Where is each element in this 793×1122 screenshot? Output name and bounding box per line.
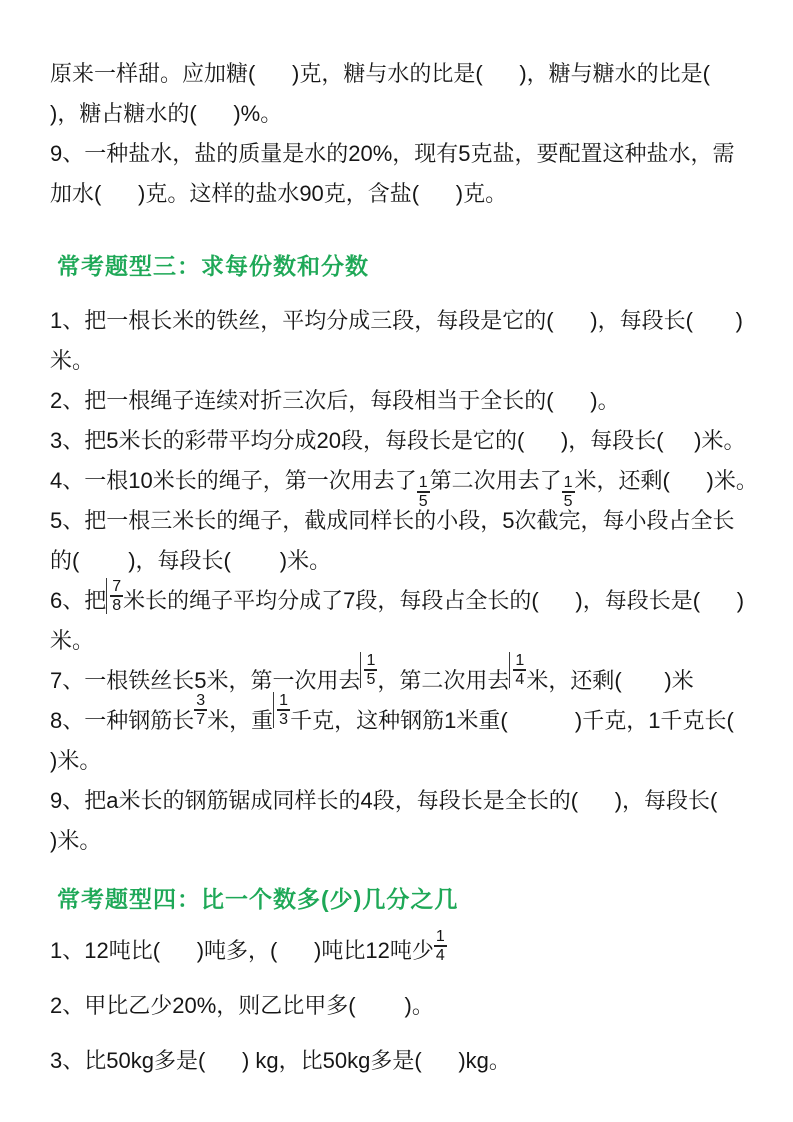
fraction xyxy=(417,474,430,510)
question-line xyxy=(50,421,775,461)
fraction-denominator: 5 xyxy=(563,493,573,511)
text-run: 9、把a米长的钢筋锯成同样长的4段，每段长是全长的( )，每段长( xyxy=(50,788,718,813)
fraction xyxy=(194,692,207,728)
fraction-denominator: 4 xyxy=(515,671,525,689)
question-line xyxy=(50,461,775,511)
text-run: 千克，这种钢筋1米重( )千克，1千克长( xyxy=(290,708,734,733)
fraction xyxy=(106,578,123,614)
section-header: 常考题型四：比一个数多(少)几分之几 xyxy=(57,886,459,912)
spacer xyxy=(50,286,775,301)
spacer xyxy=(50,214,775,246)
text-run: 6、把 xyxy=(50,588,107,613)
text-run: 原来一样甜。应加糖( )克，糖与水的比是( )，糖与糖水的比是( xyxy=(50,61,710,86)
fraction-denominator: 8 xyxy=(112,597,122,615)
section-header: 常考题型三：求每份数和分数 xyxy=(57,253,369,279)
text-run: 9、一种盐水，盐的质量是水的20%，现有5克盐，要配置这种盐水，需 xyxy=(50,141,735,166)
fraction xyxy=(562,474,575,510)
question-line xyxy=(50,578,775,621)
spacer xyxy=(50,861,775,879)
text-run: 米，还剩( )米。 xyxy=(574,468,758,493)
text-run: 米。 xyxy=(50,628,95,653)
question-line xyxy=(50,341,775,381)
question-line xyxy=(50,692,775,741)
text-run: 米长的绳子平均分成了7段，每段占全长的( )，每段长是( ) xyxy=(123,588,745,613)
question-line xyxy=(50,928,775,971)
text-run: 5、把一根三米长的绳子，截成同样长的小段，5次截完，每小段占全长 xyxy=(50,508,735,533)
fraction-denominator: 3 xyxy=(279,711,289,729)
text-run: 2、甲比乙少20%，则乙比甲多( )。 xyxy=(50,993,434,1018)
question-line xyxy=(50,301,775,341)
text-run: )，糖占糖水的( )%。 xyxy=(50,101,283,126)
fraction-numerator: 1 xyxy=(515,652,525,670)
fraction-numerator: 1 xyxy=(366,652,376,670)
fraction xyxy=(360,652,377,688)
text-run: 8、一种钢筋长 xyxy=(50,708,195,733)
text-run: )米。 xyxy=(50,828,102,853)
text-run: 3、把5米长的彩带平均分成20段，每段长是它的( )，每段长( )米。 xyxy=(50,428,746,453)
question-line xyxy=(50,94,775,134)
fraction xyxy=(273,692,290,728)
fraction-denominator: 5 xyxy=(366,671,376,689)
fraction-denominator: 7 xyxy=(196,711,206,729)
text-run: 的( )，每段长( )米。 xyxy=(50,548,332,573)
fraction-numerator: 1 xyxy=(435,928,445,946)
question-line xyxy=(50,986,775,1026)
spacer xyxy=(50,971,775,986)
fraction-numerator: 1 xyxy=(563,474,573,492)
question-line xyxy=(50,501,775,541)
question-line xyxy=(50,381,775,421)
fraction-numerator: 7 xyxy=(112,578,122,596)
text-run: ，第二次用去 xyxy=(377,668,510,693)
text-run: 3、比50kg多是( ) kg，比50kg多是( )kg。 xyxy=(50,1048,511,1073)
fraction-numerator: 1 xyxy=(418,474,428,492)
spacer xyxy=(50,919,775,931)
text-run: 1、12吨比( )吨多，( )吨比12吨少 xyxy=(50,938,434,963)
text-run: 2、把一根绳子连续对折三次后，每段相当于全长的( )。 xyxy=(50,388,620,413)
question-line xyxy=(50,652,775,701)
text-run: 加水( )克。这样的盐水90克，含盐( )克。 xyxy=(50,181,508,206)
question-line xyxy=(50,741,775,781)
text-run: 4、一根10米长的绳子，第一次用去了 xyxy=(50,468,417,493)
fraction-denominator: 5 xyxy=(418,493,428,511)
text-run: )米。 xyxy=(50,748,102,773)
fraction-numerator: 3 xyxy=(196,692,206,710)
question-line xyxy=(50,621,775,661)
text-run: 米，重 xyxy=(207,708,274,733)
question-line xyxy=(50,54,775,94)
fraction-numerator: 1 xyxy=(279,692,289,710)
fraction xyxy=(509,652,526,688)
question-line xyxy=(50,541,775,581)
spacer xyxy=(50,1026,775,1041)
text-run: 米，还剩( )米 xyxy=(526,668,694,693)
question-line xyxy=(50,174,775,214)
question-line xyxy=(50,1041,775,1081)
fraction xyxy=(434,928,447,964)
text-run: 第二次用去了 xyxy=(429,468,562,493)
text-run: 7、一根铁丝长5米，第一次用去 xyxy=(50,668,361,693)
fraction-denominator: 4 xyxy=(435,947,445,965)
question-line xyxy=(50,781,775,821)
text-run: 1、把一根长米的铁丝，平均分成三段，每段是它的( )，每段长( ) xyxy=(50,308,744,333)
question-line xyxy=(50,821,775,861)
text-run: 米。 xyxy=(50,348,95,373)
question-line xyxy=(50,134,775,174)
